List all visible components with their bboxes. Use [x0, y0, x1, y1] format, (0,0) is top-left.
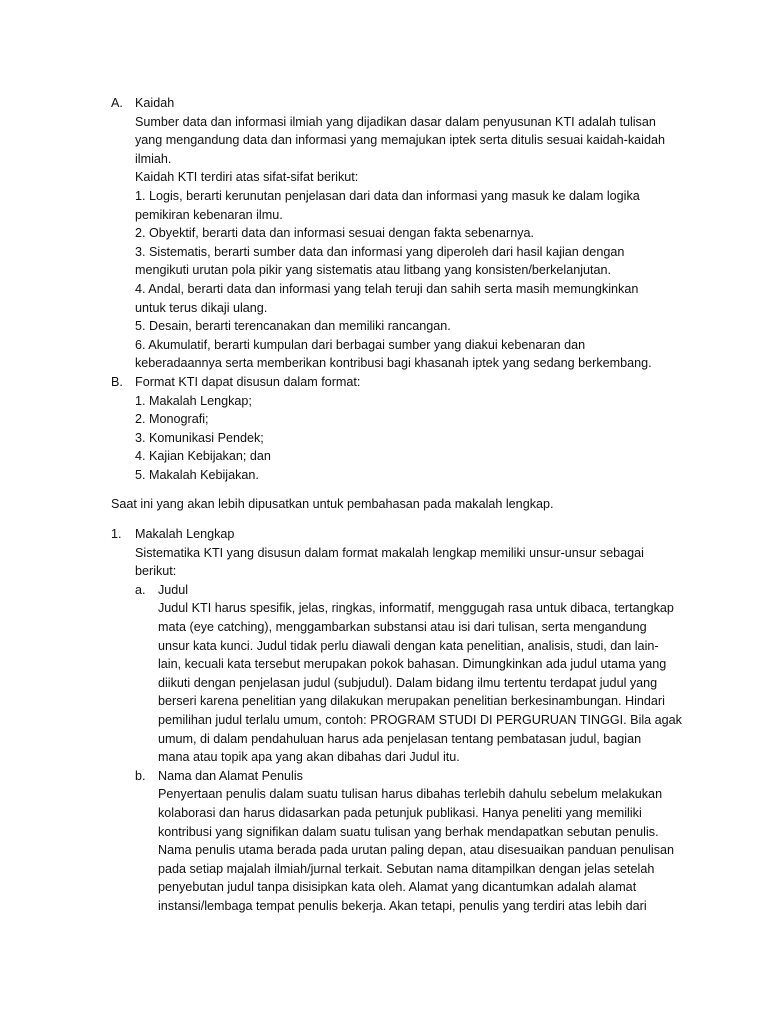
list-item: 1. Makalah Lengkap; — [135, 393, 252, 408]
paragraph-line: Sistematika KTI yang disusun dalam format makalah lengkap memiliki unsur-unsur sebagai — [135, 545, 644, 560]
paragraph-line: 2. Obyektif, berarti data dan informasi sesuai dengan fakta sebenarnya. — [135, 226, 535, 241]
paragraph-line: diikuti dengan penjelasan judul (subjudul). Dalam bidang ilmu tertentu terdapat judul yang — [158, 675, 658, 690]
subsection-a-heading — [0, 581, 768, 600]
paragraph-line: 4. Andal, berarti data dan informasi yang telah teruji dan sahih serta masih memungkinkan — [135, 281, 639, 296]
section-1-marker: 1. — [111, 527, 122, 542]
paragraph-line: ilmiah. — [135, 151, 172, 166]
paragraph-line: Penyertaan penulis dalam suatu tulisan harus dibahas terlebih dahulu sebelum melakukan — [158, 787, 663, 802]
paragraph-line: kontribusi yang signifikan dalam suatu tulisan yang berhak mendapatkan sebutan penulis. — [158, 824, 659, 839]
subsection-a-marker: a. — [135, 582, 146, 597]
paragraph-line: mengikuti urutan pola pikir yang sistematis atau litbang yang konsisten/berkelanjutan. — [135, 263, 612, 278]
paragraph-line: pemikiran kebenaran ilmu. — [135, 207, 283, 222]
paragraph-line: Sumber data dan informasi ilmiah yang dijadikan dasar dalam penyusunan KTI adalah tulisan — [135, 114, 656, 129]
paragraph-line: umum, di dalam pendahuluan harus ada penjelasan tentang pembatasan judul, bagian — [158, 731, 642, 746]
paragraph-line: 5. Desain, berarti terencanakan dan memiliki rancangan. — [135, 319, 451, 334]
paragraph-line: keberadaannya serta memberikan kontribusi bagi khasanah iptek yang sedang berkembang. — [135, 356, 652, 371]
subsection-a-body — [158, 599, 698, 766]
section-1-title: Makalah Lengkap — [135, 527, 235, 542]
paragraph-line: mana atau topik apa yang akan dibahas dari Judul itu. — [158, 750, 460, 765]
section-a-marker: A. — [111, 96, 123, 110]
section-1-heading — [0, 525, 768, 544]
section-b-title: Format KTI dapat disusun dalam format: — [135, 374, 361, 389]
list-item: 3. Komunikasi Pendek; — [135, 430, 264, 445]
paragraph-line: 6. Akumulatif, berarti kumpulan dari berbagai sumber yang diakui kebenaran dan — [135, 337, 586, 352]
paragraph-line: untuk terus dikaji ulang. — [135, 300, 268, 315]
section-a-body — [135, 113, 695, 373]
list-item: 5. Makalah Kebijakan. — [135, 467, 259, 482]
paragraph-line: Kaidah KTI terdiri atas sifat-sifat berikut: — [135, 170, 359, 185]
paragraph-line: unsur kata kunci. Judul tidak perlu diawali dengan kata penelitian, analisis, studi, dan lain- — [158, 638, 659, 653]
paragraph-line: kolaborasi dan harus didasarkan pada petunjuk publikasi. Hanya peneliti yang memiliki — [158, 805, 642, 820]
section-b-marker: B. — [111, 374, 123, 389]
spacer — [0, 484, 768, 495]
subsection-b-heading — [0, 767, 768, 786]
paragraph-line: 3. Sistematis, berarti sumber data dan informasi yang diperoleh dari hasil kajian dengan — [135, 244, 625, 259]
subsection-a-title: Judul — [158, 582, 189, 597]
statement-paragraph: Saat ini yang akan lebih dipusatkan untuk pembahasan pada makalah lengkap. — [111, 497, 554, 512]
paragraph-line: instansi/lembaga tempat penulis bekerja. Akan tetapi, penulis yang terdiri atas lebih dari — [158, 898, 647, 913]
paragraph-line: berseri karena penelitian yang dilakukan merupakan penelitian berkesinambungan. Hindari — [158, 694, 665, 709]
paragraph-line: Nama penulis utama berada pada urutan paling depan, atau disesuaikan panduan penulisan — [158, 843, 675, 858]
subsection-b-title: Nama dan Alamat Penulis — [158, 768, 303, 783]
paragraph-line: 1. Logis, berarti kerunutan penjelasan dari data dan informasi yang masuk ke dalam logika — [135, 188, 640, 203]
paragraph-line: berikut: — [135, 564, 177, 579]
paragraph-line: yang mengandung data dan informasi yang memajukan iptek serta ditulis sesuai kaidah-kaidah — [135, 133, 665, 148]
paragraph-line: lain, kecuali kata tersebut merupakan pokok bahasan. Dimungkinkan ada judul utama yang — [158, 657, 667, 672]
paragraph-line: mata (eye catching), menggambarkan substansi atau isi dari tulisan, serta mengandung — [158, 620, 647, 635]
subsection-b-marker: b. — [135, 768, 146, 783]
list-item: 4. Kajian Kebijakan; dan — [135, 449, 271, 464]
paragraph-line: pada setiap majalah ilmiah/jurnal terkait. Sebutan nama ditampilkan dengan jelas setelah — [158, 861, 655, 876]
section-b-heading — [0, 373, 768, 392]
paragraph-line: Judul KTI harus spesifik, jelas, ringkas, informatif, menggugah rasa untuk dibaca, tertangkap — [158, 601, 674, 616]
section-1-intro — [135, 544, 695, 581]
spacer — [0, 514, 768, 525]
document-page — [0, 94, 768, 916]
section-a-heading — [0, 94, 768, 113]
paragraph-line: pemilihan judul terlalu umum, contoh: PROGRAM STUDI DI PERGURUAN TINGGI. Bila agak — [158, 713, 682, 727]
paragraph-line: penyebutan judul tanpa disisipkan kata oleh. Alamat yang dicantumkan adalah alamat — [158, 880, 637, 895]
section-b-list — [135, 392, 695, 485]
subsection-b-body — [158, 785, 698, 915]
section-a-title: Kaidah — [135, 96, 175, 110]
list-item: 2. Monografi; — [135, 412, 209, 427]
